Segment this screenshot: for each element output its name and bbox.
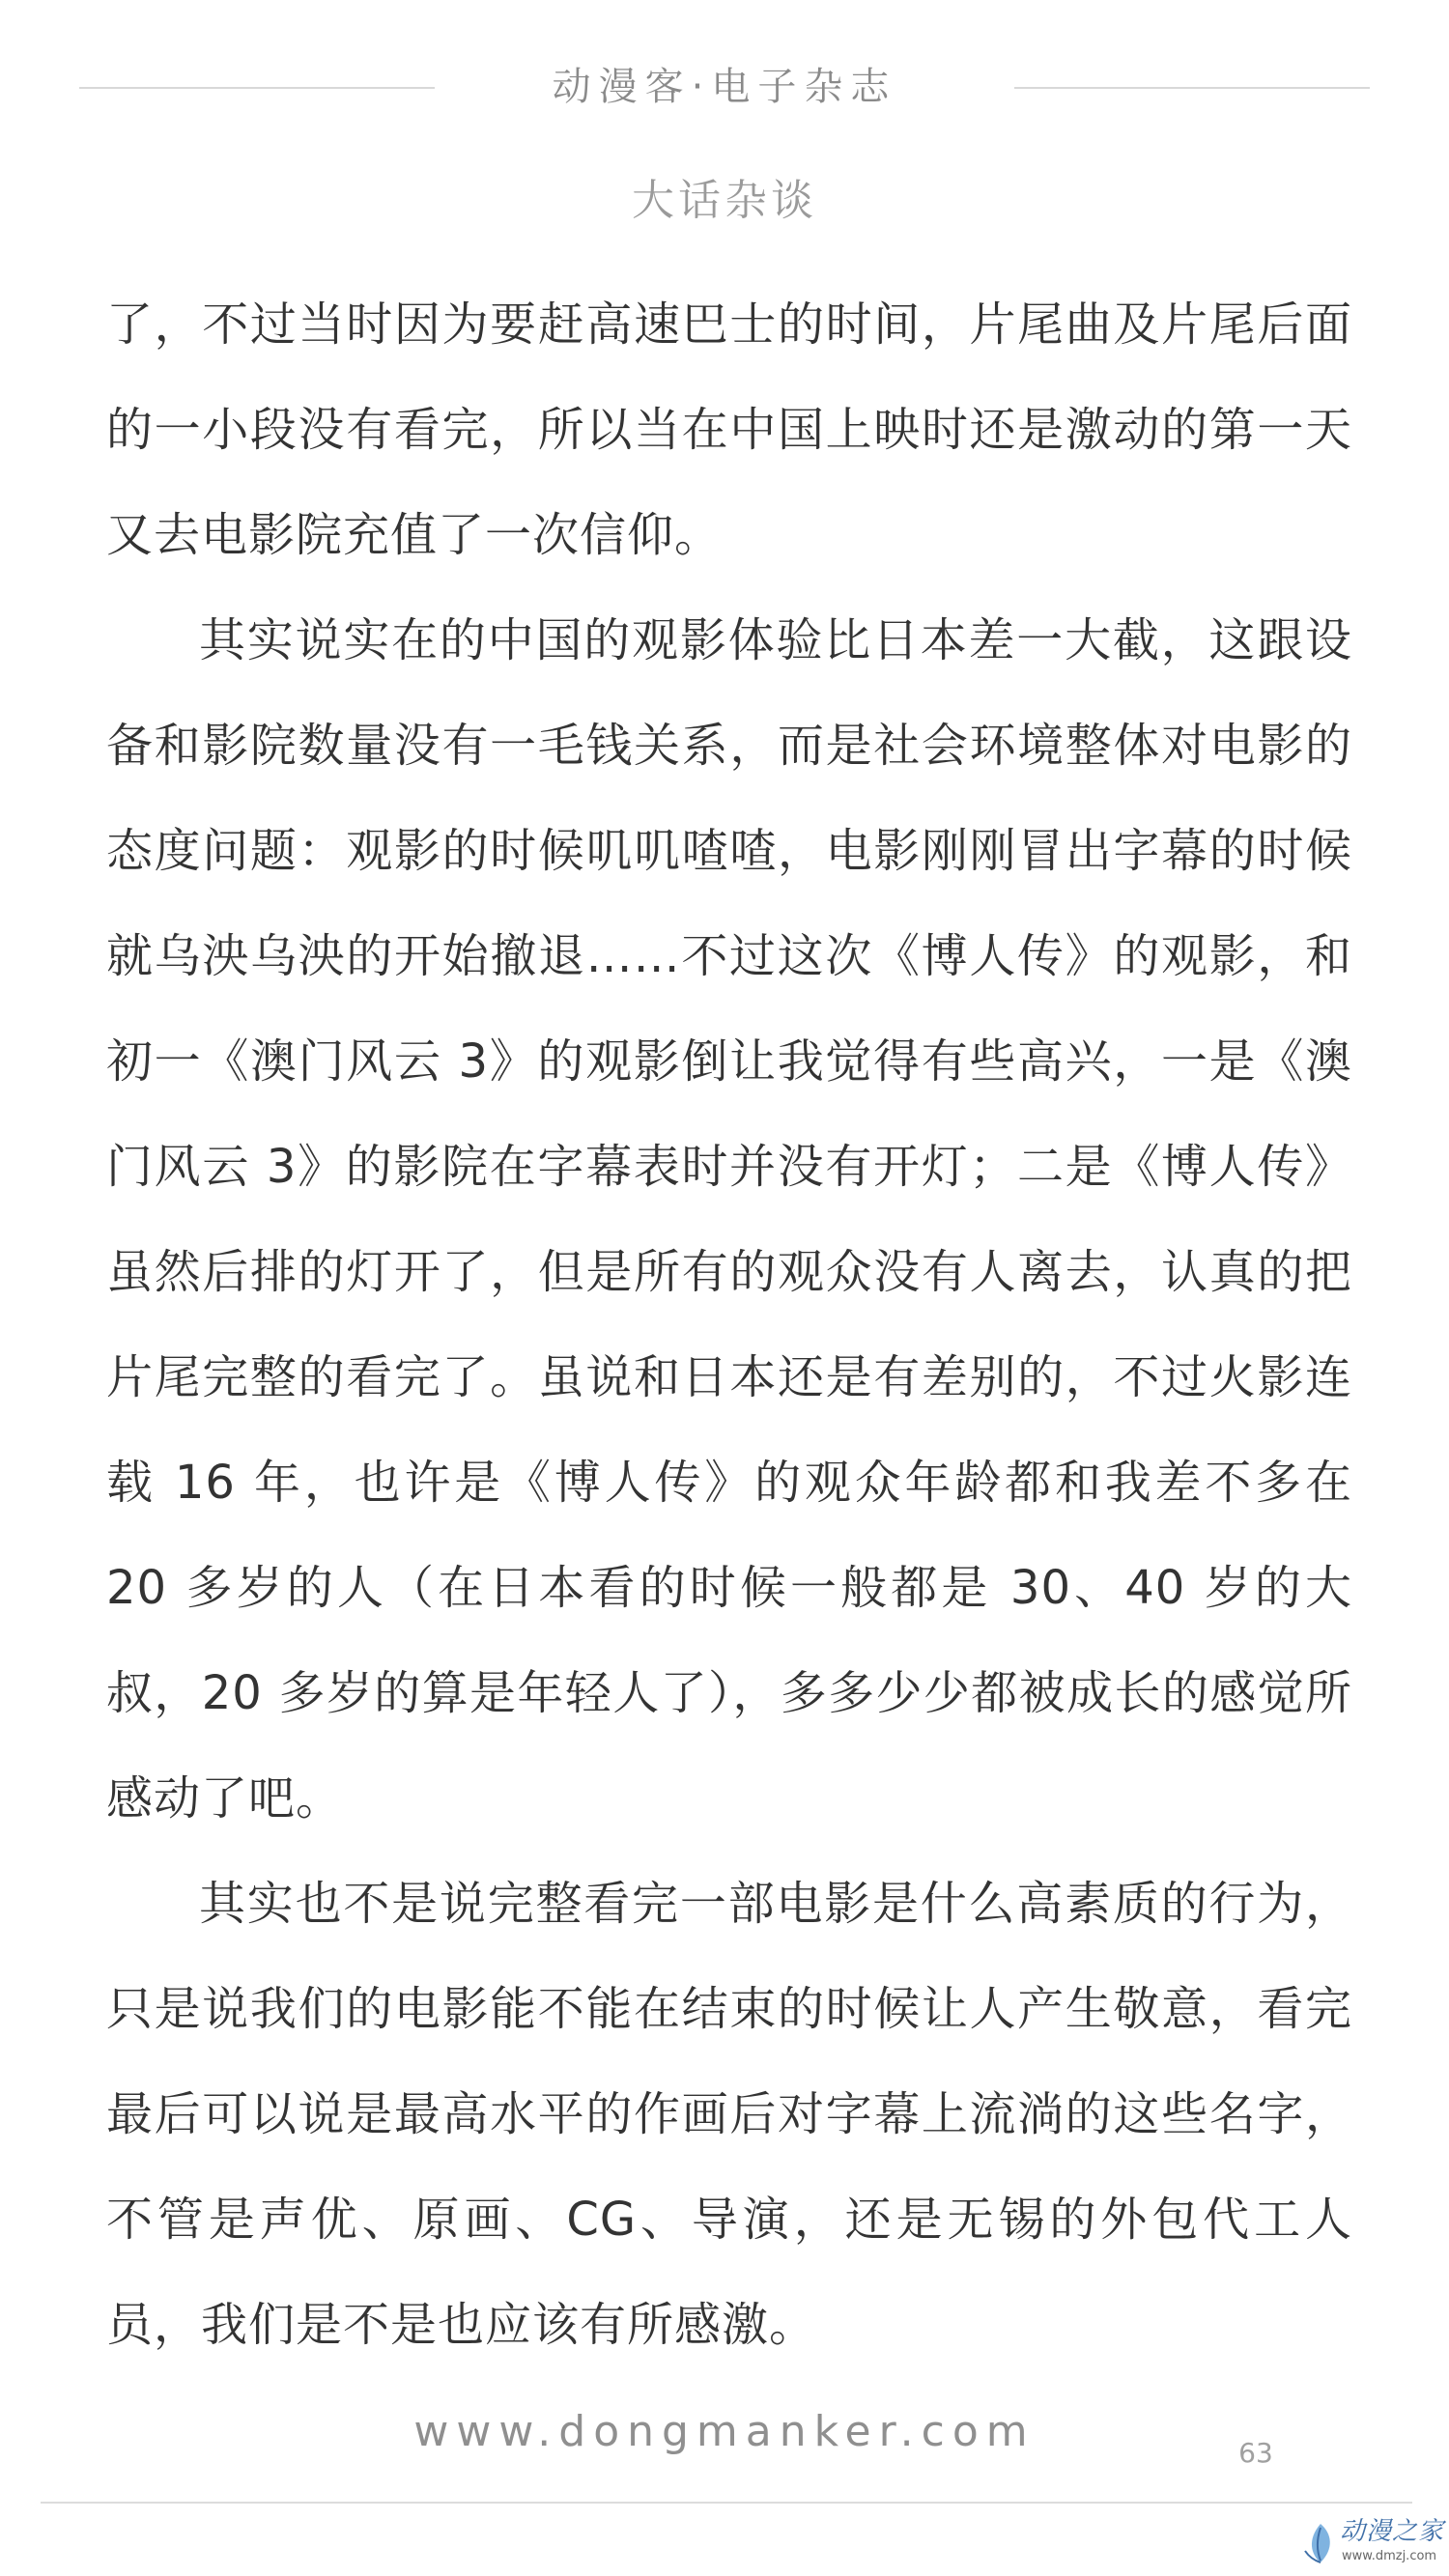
article-paragraph: 其实说实在的中国的观影体验比日本差一大截，这跟设备和影院数量没有一毛钱关系，而是社会环境整体对电影的态度问题：观影的时候叽叽喳喳，电影刚刚冒出字幕的时候就乌泱乌泱的开始撤退……不过这次《博人传》的观影，和初一《澳门风云 3》的观影倒让我觉得有些高兴，一是《澳门风云 3》的影院在字幕表时并没有开灯；二是《博人传》虽然后排的灯开了，但是所有的观众没有人离去，认真的把片尾完整的看完了。虽说和日本还是有差别的，不过火影连载 16 年，也许是《博人传》的观众年龄都和我差不多在 20 多岁的人（在日本看的时候一般都是 30、40 岁的大叔，20 多岁的算是年轻人了），多多少少都被成长的感觉所感动了吧。	[106, 613, 1352, 1826]
header-right-rule	[1014, 87, 1370, 89]
header-left-rule	[79, 87, 435, 89]
article-paragraph: 其实也不是说完整看完一部电影是什么高素质的行为，只是说我们的电影能不能在结束的时候让人产生敬意，看完最后可以说是最高水平的作画后对字幕上流淌的这些名字，不管是声优、原画、CG、导演，还是无锡的外包代工人员，我们是不是也应该有所感激。	[106, 1877, 1352, 2352]
article-body	[106, 272, 1352, 2378]
footer-website-url: www.dongmanker.com	[413, 2407, 1036, 2456]
watermark	[1299, 2514, 1444, 2572]
leaf-logo-icon	[1299, 2522, 1338, 2564]
magazine-title: 动漫客·电子杂志	[552, 65, 897, 109]
article-paragraph: 了，不过当时因为要赶高速巴士的时间，片尾曲及片尾后面的一小段没有看完，所以当在中国上映时还是激动的第一天又去电影院充值了一次信仰。	[106, 297, 1352, 562]
watermark-name: 动漫之家	[1340, 2517, 1445, 2546]
section-title: 大话杂谈	[632, 176, 817, 225]
watermark-url: www.dmzj.com	[1342, 2549, 1437, 2563]
footer-rule	[41, 2502, 1412, 2504]
page-number: 63	[1238, 2437, 1273, 2469]
